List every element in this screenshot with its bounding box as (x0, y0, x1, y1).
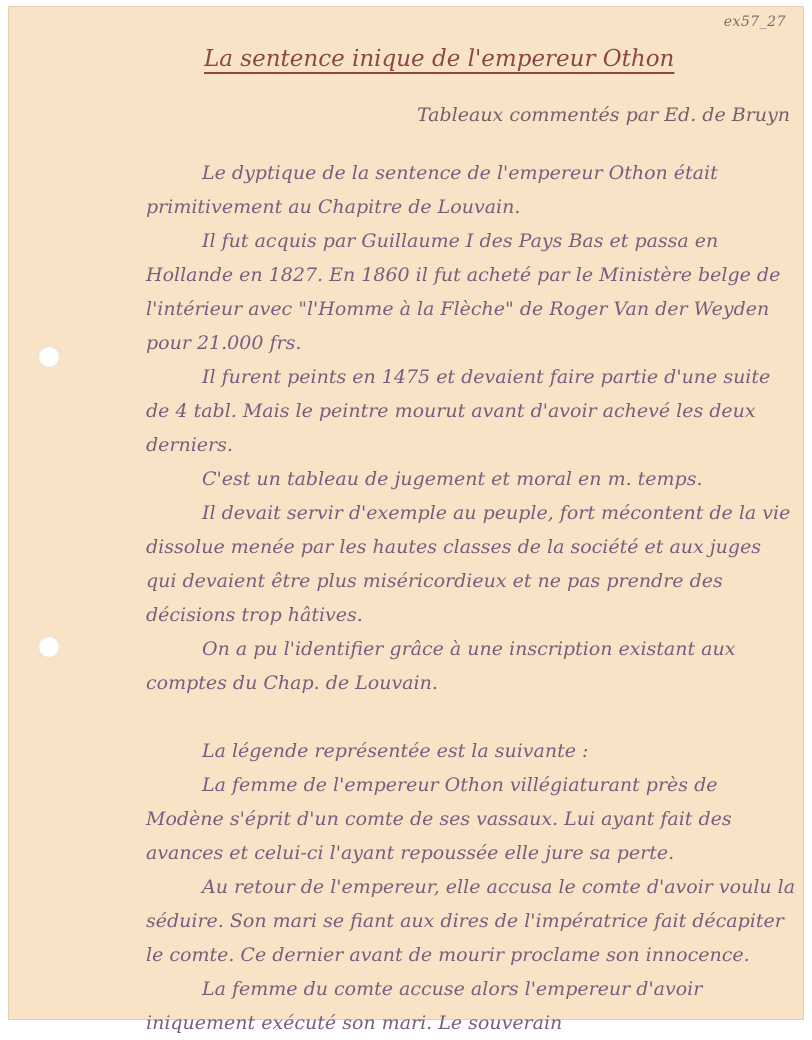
document-page (8, 6, 804, 1034)
paragraph: C'est un tableau de jugement et moral en m. temps. (202, 468, 703, 490)
paragraph: Il fut acquis par Guillaume I des Pays Bas et passa en Hollande en 1827. En 1860 il fut acheté par le Ministère belge de l'intérieur avec "l'Homme à la Flèche" de Roger Van der Weyden pour 21.000 frs. (146, 230, 781, 354)
paragraph: Au retour de l'empereur, elle accusa le comte d'avoir voulu la séduire. Son mari se fiant aux dires de l'impératrice fait décapiter le comte. Ce dernier avant de mourir proclame son innocence. (146, 876, 796, 966)
author-line: Tableaux commentés par Ed. de Bruyn (416, 104, 790, 126)
reference-number: ex57_27 (723, 14, 786, 30)
paragraph: La femme du comte accuse alors l'empereur d'avoir iniquement exécuté son mari. Le souverain (146, 978, 703, 1034)
punch-hole (38, 636, 60, 658)
handwritten-body (146, 156, 796, 1040)
page-title: La sentence inique de l'empereur Othon (204, 46, 675, 72)
paragraph: Il devait servir d'exemple au peuple, fort mécontent de la vie dissolue menée par les hautes classes de la société et aux juges qui devaient être plus miséricordieux et ne pas prendre des décisions trop hâtives. (146, 502, 791, 626)
paragraph-spacer (146, 700, 796, 734)
punch-hole (38, 346, 60, 368)
paragraph: Il furent peints en 1475 et devaient faire partie d'une suite de 4 tabl. Mais le peintre mourut avant d'avoir achevé les deux derniers. (146, 366, 771, 456)
paragraph: La femme de l'empereur Othon villégiaturant près de Modène s'éprit d'un comte de ses vassaux. Lui ayant fait des avances et celui-ci l'ayant repoussée elle jure sa perte. (146, 774, 732, 864)
paragraph: On a pu l'identifier grâce à une inscription existant aux comptes du Chap. de Louvain. (146, 638, 736, 694)
paragraph: Le dyptique de la sentence de l'empereur Othon était primitivement au Chapitre de Louvain. (146, 162, 718, 218)
paragraph: La légende représentée est la suivante : (202, 740, 589, 762)
